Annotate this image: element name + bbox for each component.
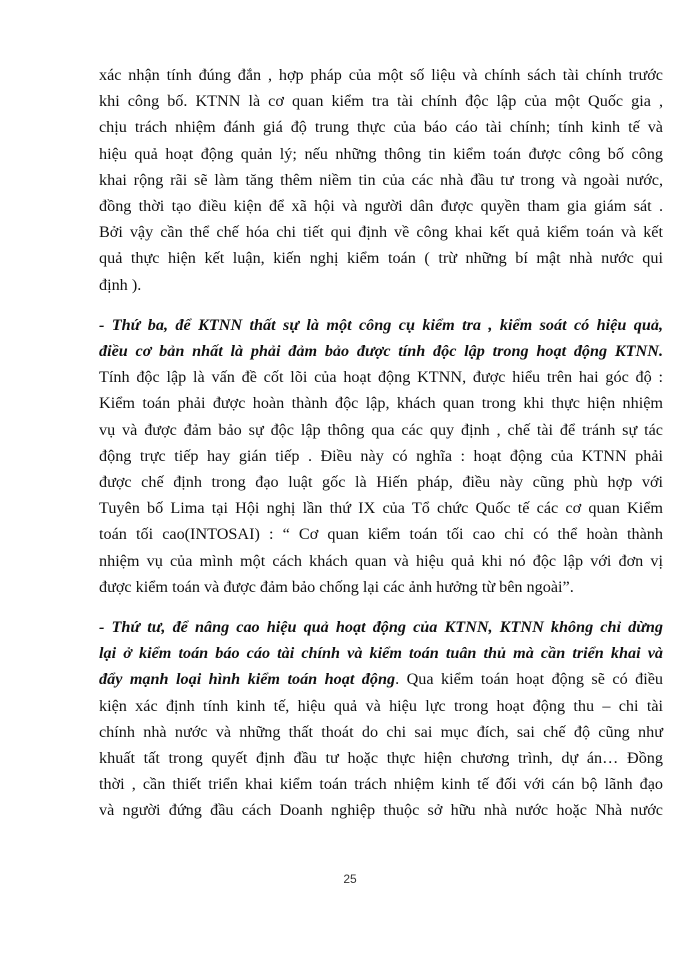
paragraph-2 [99,312,663,600]
bold-italic-line: điều cơ bản nhất là phải đảm bảo được tính độc lập trong hoạt động KTNN. [99,342,663,361]
text-line: được chế định trong đạo luật gốc là Hiến pháp, điều này cũng phù hợp với [99,473,663,492]
text-line: toán tối cao(INTOSAI) : “ Cơ quan kiểm toán tối cao chỉ có thể hoàn thành [99,525,663,544]
page-number: 25 [343,872,357,886]
text-line: hiệu quả hoạt động quản lý; nếu những thông tin kiểm toán được công bố công [99,144,663,163]
text-line: chính nhà nước và những thất thoát do chi sai mục đích, sai chế độ cũng như [99,722,663,741]
text-line: thời , cần thiết triển khai kiểm toán trách nhiệm kinh tế đối với cán bộ lãnh đạo [99,775,663,794]
body-text [99,62,663,824]
text-line: Tính độc lập là vấn đề cốt lõi của hoạt động KTNN, được hiểu trên hai góc độ : [99,368,663,387]
bold-italic-line: - Thứ ba, để KTNN thất sự là một công cụ kiểm tra , kiểm soát có hiệu quả, [99,315,663,334]
text-line: kiện xác định tính kinh tế, hiệu quả và hiệu lực trong hoạt động thu – chi tài [99,696,663,715]
text-line: động trực tiếp hay gián tiếp . Điều này có nghĩa : hoạt động của KTNN phải [99,446,663,465]
text-line: đồng thời tạo điều kiện để xã hội và người dân được quyền tham gia giám sát . [99,197,663,216]
text-line: Tuyên bố Lima tại Hội nghị lần thứ IX của Tổ chức Quốc tế các cơ quan Kiểm [99,499,663,518]
text-line: khai rộng rãi sẽ làm tăng thêm niềm tin của các nhà đầu tư trong và ngoài nước, [99,170,663,189]
paragraph-3 [99,614,663,824]
bold-italic-line: - Thứ tư, để nâng cao hiệu quả hoạt động của KTNN, KTNN không chỉ dừng [99,618,663,637]
text-line: Kiểm toán phải được hoàn thành độc lập, khách quan trong khi thực hiện nhiệm [99,394,663,413]
text-line: nhiệm vụ của mình một cách khách quan và hiệu quả khi nó độc lập với đơn vị [99,551,663,570]
paragraph-spacer [99,298,663,312]
text-line: chịu trách nhiệm đánh giá độ trung thực của báo cáo tài chính; tính kinh tế và [99,118,663,137]
bold-italic-line: lại ở kiểm toán báo cáo tài chính và kiểm toán tuân thủ mà cần triển khai và [99,644,663,663]
mixed-line [99,666,663,692]
text-line: Bởi vậy cần thể chế hóa chi tiết qui định về công khai kết quả kiểm toán và kết [99,223,663,242]
text-line: quả thực hiện kết luận, kiến nghị kiểm toán ( trừ những bí mật nhà nước qui [99,249,663,268]
text-run: . Qua kiểm toán hoạt động sẽ có điều [395,670,663,689]
text-line: khi công bố. KTNN là cơ quan kiểm tra tài chính độc lập của một Quốc gia , [99,92,663,111]
text-line: định ). [99,275,142,294]
paragraph-spacer [99,600,663,614]
paragraph-1 [99,62,663,298]
text-line: và người đứng đầu cách Doanh nghiệp thuộc sở hữu nhà nước hoặc Nhà nước [99,801,663,820]
text-line: khuất tất trong quyết định đầu tư hoặc thực hiện chương trình, dự án… Đồng [99,749,663,768]
text-line: xác nhận tính đúng đắn , hợp pháp của một số liệu và chính sách tài chính trước [99,66,663,84]
bold-italic-run: đẩy mạnh loại hình kiểm toán hoạt động [99,670,396,689]
text-line: được kiểm toán và được đảm bảo chống lại các ảnh hưởng từ bên ngoài”. [99,577,574,596]
text-line: vụ và được đảm bảo sự độc lập thông qua các quy định , chế tài để tránh sự tác [99,420,663,439]
